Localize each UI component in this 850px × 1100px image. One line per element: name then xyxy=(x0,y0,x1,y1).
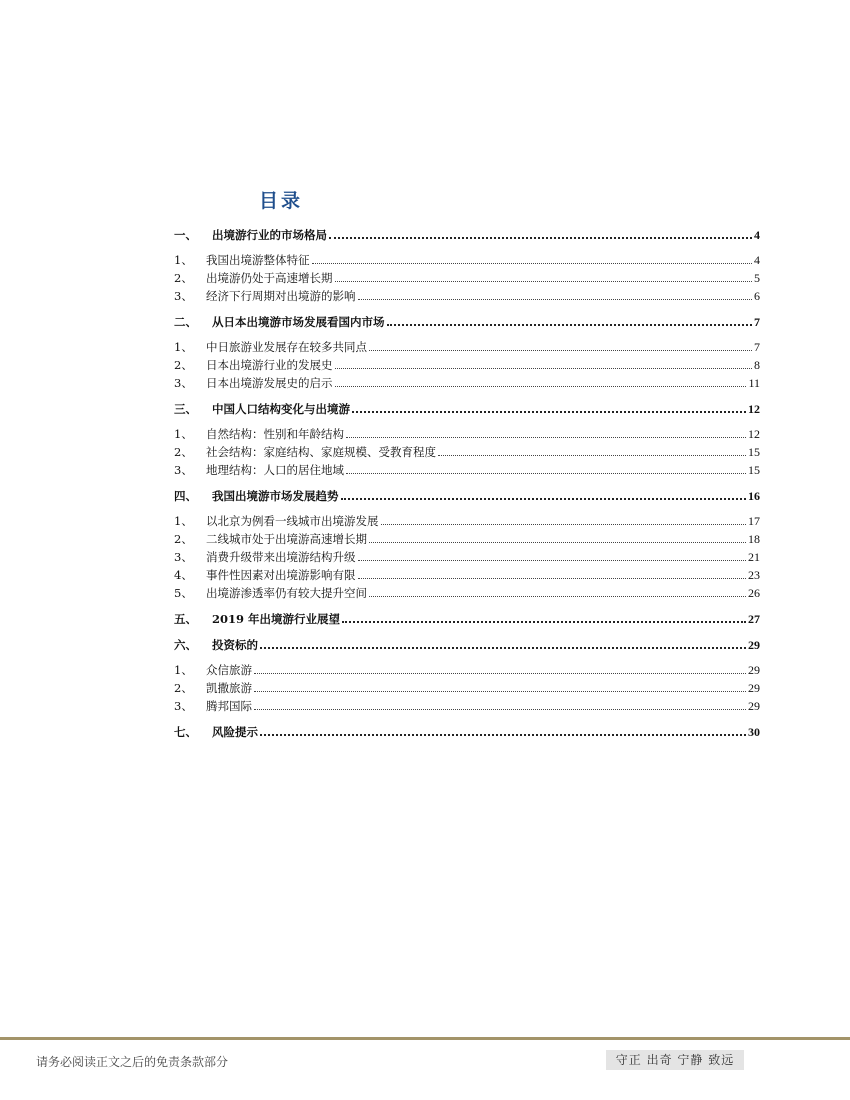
toc-entry-page: 4 xyxy=(754,228,760,242)
table-of-contents xyxy=(174,224,760,739)
toc-subsection-entry[interactable] xyxy=(174,695,760,713)
toc-entry-number: 三、 xyxy=(174,402,197,416)
toc-entry-number: 四、 xyxy=(174,489,197,503)
toc-entry-page: 8 xyxy=(754,358,760,372)
toc-entry-number: 1、 xyxy=(174,663,193,677)
toc-dot-leader xyxy=(342,620,746,623)
toc-title: 目录 xyxy=(259,190,304,212)
toc-entry-number: 二、 xyxy=(174,315,197,329)
toc-dot-leader xyxy=(254,690,746,692)
toc-entry-number: 1、 xyxy=(174,427,193,441)
toc-entry-title: 众信旅游 xyxy=(206,663,252,677)
toc-dot-leader xyxy=(369,349,752,351)
toc-entry-page: 17 xyxy=(748,514,760,528)
toc-entry-title: 中国人口结构变化与出境游 xyxy=(212,402,350,416)
toc-section-entry[interactable] xyxy=(174,634,760,652)
toc-section-entry[interactable] xyxy=(174,608,760,626)
toc-entry-title: 出境游渗透率仍有较大提升空间 xyxy=(206,586,367,600)
toc-subsection-entry[interactable] xyxy=(174,546,760,564)
toc-subsection-entry[interactable] xyxy=(174,528,760,546)
toc-dot-leader xyxy=(369,541,746,543)
toc-subsection-entry[interactable] xyxy=(174,423,760,441)
toc-entry-number: 2、 xyxy=(174,445,193,459)
toc-entry-title: 出境游仍处于高速增长期 xyxy=(206,271,333,285)
toc-dot-leader xyxy=(329,236,752,239)
toc-entry-number: 1、 xyxy=(174,340,193,354)
toc-dot-leader xyxy=(346,436,746,438)
toc-entry-title: 我国出境游市场发展趋势 xyxy=(212,489,339,503)
toc-entry-number: 4、 xyxy=(174,568,193,582)
toc-entry-title: 日本出境游行业的发展史 xyxy=(206,358,333,372)
toc-dot-leader xyxy=(438,454,746,456)
toc-entry-number: 3、 xyxy=(174,699,193,713)
toc-entry-page: 15 xyxy=(748,463,760,477)
toc-entry-title: 风险提示 xyxy=(212,725,258,739)
toc-subsection-entry[interactable] xyxy=(174,336,760,354)
toc-entry-page: 7 xyxy=(754,315,760,329)
toc-dot-leader xyxy=(341,497,747,500)
toc-section-entry[interactable] xyxy=(174,398,760,416)
toc-entry-number: 六、 xyxy=(174,638,197,652)
toc-entry-page: 29 xyxy=(748,638,760,652)
toc-section-entry[interactable] xyxy=(174,224,760,242)
toc-dot-leader xyxy=(254,672,746,674)
toc-section-entry[interactable] xyxy=(174,311,760,329)
toc-subsection-entry[interactable] xyxy=(174,659,760,677)
toc-entry-page: 11 xyxy=(748,376,760,390)
toc-entry-page: 29 xyxy=(748,699,760,713)
toc-entry-title: 经济下行周期对出境游的影响 xyxy=(206,289,356,303)
toc-subsection-entry[interactable] xyxy=(174,372,760,390)
toc-entry-number: 2、 xyxy=(174,358,193,372)
toc-entry-title: 2019 年出境游行业展望 xyxy=(212,612,341,626)
toc-dot-leader xyxy=(335,280,753,282)
toc-entry-page: 29 xyxy=(748,663,760,677)
toc-entry-page: 6 xyxy=(754,289,760,303)
toc-entry-title: 日本出境游发展史的启示 xyxy=(206,376,333,390)
toc-dot-leader xyxy=(335,367,753,369)
toc-entry-title: 以北京为例看一线城市出境游发展 xyxy=(206,514,379,528)
toc-subsection-entry[interactable] xyxy=(174,267,760,285)
toc-subsection-entry[interactable] xyxy=(174,285,760,303)
toc-entry-number: 2、 xyxy=(174,532,193,546)
toc-entry-page: 15 xyxy=(748,445,760,459)
toc-entry-page: 26 xyxy=(748,586,760,600)
toc-dot-leader xyxy=(346,472,746,474)
toc-entry-page: 7 xyxy=(754,340,760,354)
toc-subsection-entry[interactable] xyxy=(174,564,760,582)
toc-entry-title: 从日本出境游市场发展看国内市场 xyxy=(212,315,385,329)
toc-entry-number: 一、 xyxy=(174,228,197,242)
toc-subsection-entry[interactable] xyxy=(174,510,760,528)
toc-entry-number: 1、 xyxy=(174,253,193,267)
toc-dot-leader xyxy=(387,323,753,326)
toc-entry-title: 自然结构：性别和年龄结构 xyxy=(206,427,344,441)
toc-dot-leader xyxy=(260,646,746,649)
toc-entry-page: 21 xyxy=(748,550,760,564)
toc-dot-leader xyxy=(358,559,747,561)
toc-dot-leader xyxy=(369,595,746,597)
toc-entry-page: 30 xyxy=(748,725,760,739)
toc-entry-page: 23 xyxy=(748,568,760,582)
toc-entry-number: 1、 xyxy=(174,514,193,528)
toc-subsection-entry[interactable] xyxy=(174,582,760,600)
toc-entry-page: 12 xyxy=(748,402,760,416)
toc-dot-leader xyxy=(254,708,746,710)
toc-entry-page: 27 xyxy=(748,612,760,626)
toc-entry-title: 投资标的 xyxy=(212,638,258,652)
toc-entry-number: 3、 xyxy=(174,289,193,303)
toc-entry-number: 3、 xyxy=(174,463,193,477)
toc-entry-title: 我国出境游整体特征 xyxy=(206,253,310,267)
toc-section-entry[interactable] xyxy=(174,485,760,503)
toc-entry-number: 2、 xyxy=(174,681,193,695)
toc-entry-title: 二线城市处于出境游高速增长期 xyxy=(206,532,367,546)
toc-entry-number: 5、 xyxy=(174,586,193,600)
toc-entry-page: 4 xyxy=(754,253,760,267)
toc-entry-title: 社会结构：家庭结构、家庭规模、受教育程度 xyxy=(206,445,436,459)
toc-entry-title: 地理结构：人口的居住地域 xyxy=(206,463,344,477)
toc-subsection-entry[interactable] xyxy=(174,249,760,267)
toc-dot-leader xyxy=(358,577,747,579)
toc-dot-leader xyxy=(381,523,747,525)
toc-entry-title: 腾邦国际 xyxy=(206,699,252,713)
footer-disclaimer: 请务必阅读正文之后的免责条款部分 xyxy=(36,1055,229,1069)
toc-entry-page: 29 xyxy=(748,681,760,695)
toc-entry-number: 3、 xyxy=(174,550,193,564)
toc-dot-leader xyxy=(260,733,746,736)
toc-entry-number: 2、 xyxy=(174,271,193,285)
toc-subsection-entry[interactable] xyxy=(174,459,760,477)
toc-entry-number: 3、 xyxy=(174,376,193,390)
footer-divider xyxy=(0,1037,850,1040)
toc-entry-title: 消费升级带来出境游结构升级 xyxy=(206,550,356,564)
toc-subsection-entry[interactable] xyxy=(174,677,760,695)
toc-entry-title: 中日旅游业发展存在较多共同点 xyxy=(206,340,367,354)
footer-slogan: 守正 出奇 宁静 致远 xyxy=(606,1050,744,1070)
toc-dot-leader xyxy=(358,298,753,300)
toc-entry-page: 16 xyxy=(748,489,760,503)
toc-subsection-entry[interactable] xyxy=(174,354,760,372)
toc-section-entry[interactable] xyxy=(174,721,760,739)
toc-entry-title: 出境游行业的市场格局 xyxy=(212,228,327,242)
toc-entry-page: 18 xyxy=(748,532,760,546)
toc-entry-page: 12 xyxy=(748,427,760,441)
toc-entry-title: 事件性因素对出境游影响有限 xyxy=(206,568,356,582)
toc-subsection-entry[interactable] xyxy=(174,441,760,459)
toc-entry-number: 五、 xyxy=(174,612,197,626)
toc-entry-page: 5 xyxy=(754,271,760,285)
toc-dot-leader xyxy=(352,410,746,413)
toc-dot-leader xyxy=(312,262,753,264)
toc-dot-leader xyxy=(335,385,747,387)
toc-entry-number: 七、 xyxy=(174,725,197,739)
toc-entry-title: 凯撒旅游 xyxy=(206,681,252,695)
